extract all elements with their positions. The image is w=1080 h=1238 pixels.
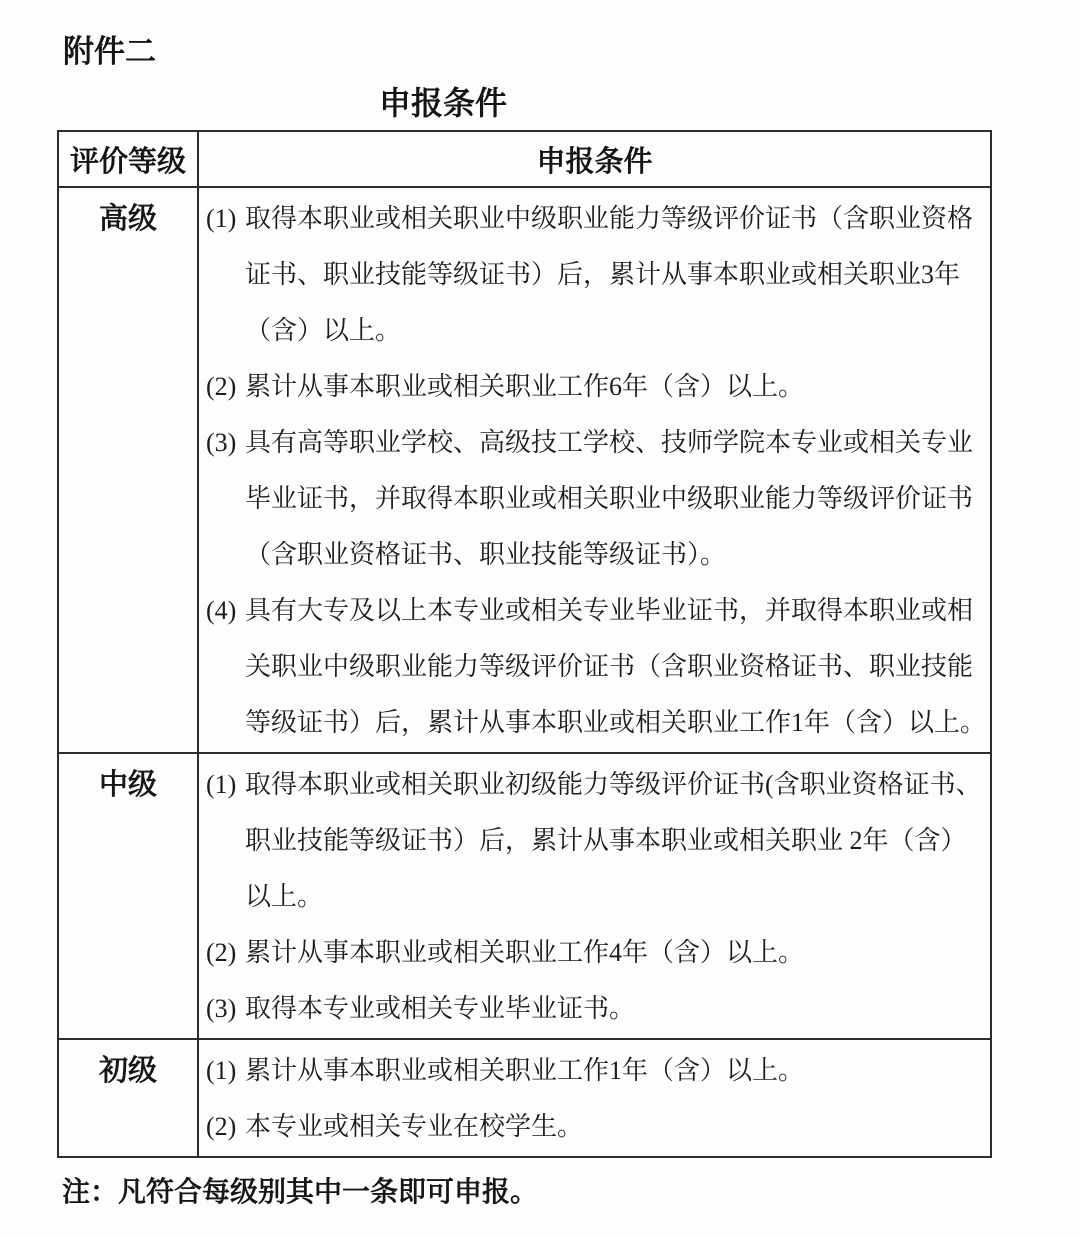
item-line: 具有高等职业学校、高级技工学校、技师学院本专业或相关专业 (245, 428, 974, 457)
page-title: 申报条件 (378, 85, 507, 121)
item-number: (2) (206, 1112, 237, 1141)
item-number: (2) (206, 372, 237, 401)
table-row-junior (58, 1039, 991, 1157)
level-cell (58, 187, 198, 753)
item-line: 具有大专及以上本专业或相关专业毕业证书，并取得本职业或相 (245, 596, 974, 625)
conditions-table (57, 130, 992, 1158)
item-line: 累计从事本职业或相关职业工作1年（含）以上。 (245, 1056, 805, 1085)
table-row-senior (58, 187, 991, 753)
item-line: 证书、职业技能等级证书）后，累计从事本职业或相关职业3年 (245, 260, 961, 289)
level-label-senior: 高级 (98, 203, 157, 235)
item-line: 等级证书）后，累计从事本职业或相关职业工作1年（含）以上。 (245, 708, 987, 737)
item-number: (1) (206, 204, 237, 233)
item-number: (3) (206, 994, 237, 1023)
condition-item (199, 191, 990, 359)
level-cell (58, 1039, 198, 1157)
item-line: 本专业或相关专业在校学生。 (245, 1112, 584, 1141)
condition-item (199, 1043, 990, 1099)
item-line: 以上。 (245, 882, 324, 911)
item-line: 取得本职业或相关职业中级职业能力等级评价证书（含职业资格 (245, 204, 974, 233)
item-number: (1) (206, 770, 237, 799)
condition-item (199, 981, 990, 1037)
footnote: 注：凡符合每级别其中一条即可申报。 (62, 1176, 539, 1207)
level-label-intermediate: 中级 (98, 769, 157, 801)
item-number: (2) (206, 938, 237, 967)
condition-item (199, 583, 990, 751)
level-label-junior: 初级 (98, 1055, 157, 1087)
level-cell (58, 753, 198, 1039)
item-line: （含职业资格证书、职业技能等级证书）。 (245, 540, 727, 569)
item-line: 毕业证书，并取得本职业或相关职业中级职业能力等级评价证书 (245, 484, 974, 513)
condition-item (199, 1099, 990, 1155)
item-line: 累计从事本职业或相关职业工作6年（含）以上。 (245, 372, 805, 401)
condition-item (199, 359, 990, 415)
item-line: 取得本职业或相关职业初级能力等级评价证书(含职业资格证书、 (245, 770, 982, 799)
item-line: 关职业中级职业能力等级评价证书（含职业资格证书、职业技能 (245, 652, 974, 681)
condition-item (199, 925, 990, 981)
item-line: 取得本专业或相关专业毕业证书。 (245, 994, 636, 1023)
conditions-cell (198, 187, 991, 753)
condition-item (199, 757, 990, 925)
column-header-conditions: 申报条件 (198, 131, 991, 187)
attachment-label: 附件二 (63, 34, 156, 69)
item-number: (4) (206, 596, 237, 625)
item-line: （含）以上。 (245, 316, 402, 345)
item-line: 职业技能等级证书）后，累计从事本职业或相关职业 2年（含） (245, 826, 967, 855)
table-header-row (58, 131, 991, 187)
table-row-intermediate (58, 753, 991, 1039)
item-line: 累计从事本职业或相关职业工作4年（含）以上。 (245, 938, 805, 967)
item-number: (1) (206, 1056, 237, 1085)
column-header-level: 评价等级 (58, 131, 198, 187)
condition-item (199, 415, 990, 583)
conditions-cell (198, 1039, 991, 1157)
conditions-cell (198, 753, 991, 1039)
item-number: (3) (206, 428, 237, 457)
